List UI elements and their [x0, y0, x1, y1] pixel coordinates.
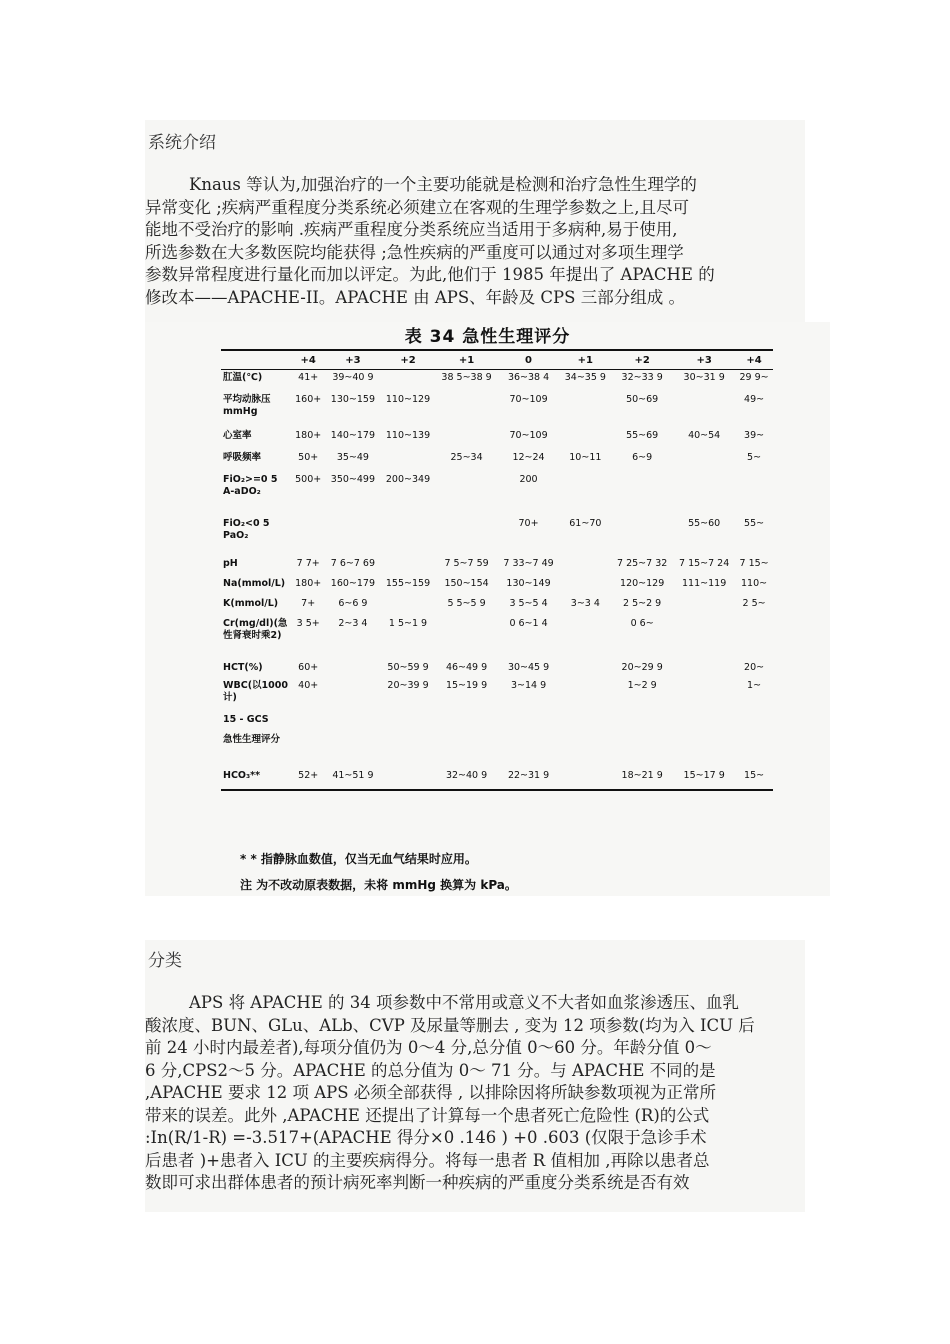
table-cell: 40~54 [688, 429, 721, 441]
table-cell: 500+ [295, 473, 322, 485]
column-header: +4 [291, 350, 325, 370]
row-parameter: Na(mmol/L) [223, 577, 286, 589]
table-cell: 20~ [744, 661, 765, 673]
table-cell [436, 428, 498, 450]
table-row [221, 768, 773, 790]
table-cell: 2 5~2 9 [623, 597, 662, 609]
table-row [221, 596, 773, 616]
table-cell [560, 768, 612, 790]
table-cell [380, 732, 435, 768]
table-cell: 40+ [298, 679, 319, 691]
table-cell [735, 732, 773, 768]
table-cell [560, 392, 612, 428]
table-cell: 25~34 [450, 451, 483, 463]
table-cell [380, 370, 435, 392]
table-cell [611, 732, 673, 768]
row-parameter: 呼吸频率 [223, 451, 262, 463]
table-cell: 110~ [741, 577, 768, 589]
table-row [221, 516, 773, 556]
table-cell [498, 712, 560, 732]
table-cell [560, 472, 612, 516]
table-cell [673, 616, 735, 660]
table-cell [560, 660, 612, 678]
table-cell [560, 678, 612, 712]
section-heading-classification: 分类 [148, 951, 182, 971]
row-parameter: WBC(以1000计) [223, 679, 288, 703]
table-cell [380, 450, 435, 472]
section-heading-intro: 系统介绍 [148, 133, 216, 153]
table-cell: 7 25~7 32 [617, 557, 668, 569]
table-cell: 32~33 9 [621, 372, 663, 383]
para-line: :In(R/1-R) =-3.517+(APACHE 得分×0 .146 ) +0 .603 (仅限于急诊手术 [145, 1128, 707, 1147]
table-cell [436, 616, 498, 660]
table-cell: 7 7+ [296, 557, 320, 569]
table-cell: 52+ [291, 768, 325, 790]
table-cell [611, 712, 673, 732]
table-cell: 32~40 9 [436, 768, 498, 790]
table-title: 表 34 急性生理评分 [404, 327, 571, 347]
table-cell: 3 5~5 4 [509, 597, 548, 609]
row-parameter: FiO₂<0 5 PaO₂ [223, 517, 270, 541]
table-cell: 39~40 9 [332, 372, 374, 383]
table-cell: 61~70 [569, 517, 602, 529]
table-cell: 38 5~38 9 [441, 372, 492, 383]
table-cell [436, 516, 498, 556]
table-cell [673, 732, 735, 768]
para-line: 前 24 小时内最差者),每项分值仍为 0～4 分,总分值 0～60 分。年龄分值 0～ [145, 1038, 712, 1057]
table-cell: 7 15~7 24 [679, 557, 730, 569]
table-cell [560, 712, 612, 732]
table-cell: 7 33~7 49 [503, 557, 554, 569]
row-parameter: HCO₃** [221, 768, 291, 790]
row-parameter: K(mmol/L) [223, 597, 279, 609]
row-parameter: 肛温(℃) [223, 372, 263, 383]
table-cell: 70+ [518, 517, 539, 529]
table-cell: 15~17 9 [673, 768, 735, 790]
column-header: +3 [673, 350, 735, 370]
table-cell: 1 5~1 9 [388, 617, 428, 629]
table-cell [560, 556, 612, 576]
table-cell: 50+ [298, 451, 319, 463]
table-cell [735, 712, 773, 732]
para-line: 后患者 )+患者入 ICU 的主要疾病得分。将每一患者 R 值相加 ,再除以患者总 [145, 1150, 710, 1170]
table-row [221, 616, 773, 660]
row-parameter: HCT(%) [223, 661, 263, 673]
para-line: 所选参数在大多数医院均能获得 ;急性疾病的严重度可以通过对多项生理学 [145, 242, 684, 262]
table-cell: 20~39 9 [387, 679, 429, 691]
table-cell: 50~59 9 [387, 661, 429, 673]
table-cell [673, 660, 735, 678]
row-parameter: 15 - GCS [223, 713, 269, 725]
table-cell: 55~69 [626, 429, 659, 441]
table-header-row [221, 350, 773, 370]
table-cell: 35~49 [336, 451, 369, 463]
table-cell: 2 5~ [742, 597, 766, 609]
table-cell [735, 616, 773, 660]
table-cell: 3~14 9 [510, 679, 547, 691]
table-cell: 110~129 [385, 393, 431, 405]
table-cell [673, 392, 735, 428]
para-line: 能地不受治疗的影响 .疾病严重程度分类系统应当适用于多病种,易于使用, [145, 220, 678, 239]
table-cell: 10~11 [569, 451, 602, 463]
table-cell [291, 732, 325, 768]
table-cell [673, 596, 735, 616]
table-cell: 15~ [735, 768, 773, 790]
table-cell: 5~ [747, 451, 762, 463]
table-cell: 18~21 9 [611, 768, 673, 790]
intro-paragraph [145, 174, 807, 309]
table-cell: 20~29 9 [621, 661, 663, 673]
table-cell: 0 6~ [630, 617, 654, 629]
table-cell: 160~179 [330, 577, 376, 589]
table-cell [611, 472, 673, 516]
table-cell: 29 9~ [739, 372, 769, 383]
table-row [221, 556, 773, 576]
table-row [221, 732, 773, 768]
aps-score-table [221, 349, 773, 791]
table-row [221, 678, 773, 712]
para-line: APS 将 APACHE 的 34 项参数中不常用或意义不大者如血浆渗透压、血乳 [189, 993, 740, 1012]
table-cell: 41~51 9 [325, 768, 380, 790]
table-cell [560, 576, 612, 596]
table-cell: 1~2 9 [627, 679, 657, 691]
row-parameter: 平均动脉压 mmHg [223, 393, 271, 417]
table-cell: 350~499 [330, 473, 376, 485]
table-cell: 1~ [747, 679, 762, 691]
table-cell: 55~ [744, 517, 765, 529]
table-cell [325, 660, 380, 678]
table-cell [436, 472, 498, 516]
column-header: +2 [611, 350, 673, 370]
table-cell: 70~109 [509, 393, 548, 405]
column-header: +1 [560, 350, 612, 370]
table-row [221, 576, 773, 596]
table-cell: 160+ [295, 393, 322, 405]
table-cell: 34~35 9 [564, 372, 606, 383]
para-line: 修改本——APACHE-II。APACHE 由 APS、年龄及 CPS 三部分组成 。 [145, 287, 685, 307]
column-header: +1 [436, 350, 498, 370]
para-line: Knaus 等认为,加强治疗的一个主要功能就是检测和治疗急性生理学的 [189, 175, 697, 194]
table-cell [325, 712, 380, 732]
table-cell: 70~109 [509, 429, 548, 441]
table-cell: 6~9 [632, 451, 653, 463]
table-row [221, 428, 773, 450]
table-cell: 7 5~7 59 [444, 557, 489, 569]
table-row [221, 392, 773, 428]
row-parameter: FiO₂>=0 5 A-aDO₂ [223, 473, 278, 497]
table-cell: 36~38 4 [507, 372, 550, 383]
table-cell: 7+ [301, 597, 316, 609]
table-cell [560, 732, 612, 768]
table-cell [291, 516, 325, 556]
para-line: 酸浓度、BUN、GLu、ALb、CVP 及尿量等删去 , 变为 12 项参数(均为入 ICU 后 [145, 1015, 755, 1035]
para-line: 数即可求出群体患者的预计病死率判断一种疾病的严重度分类系统是否有效 [145, 1173, 690, 1192]
table-cell [325, 678, 380, 712]
table-cell: 55~60 [688, 517, 721, 529]
table-cell: 49~ [744, 393, 765, 405]
table-cell [380, 768, 435, 790]
table-cell [325, 516, 380, 556]
table-cell: 155~159 [385, 577, 431, 589]
table-cell [380, 712, 435, 732]
table-cell: 7 15~ [739, 557, 769, 569]
table-cell: 60+ [298, 661, 319, 673]
table-cell [380, 596, 435, 616]
table-cell: 0 6~1 4 [509, 617, 548, 629]
table-cell: 140~179 [330, 429, 376, 441]
table-cell [436, 732, 498, 768]
table-cell [380, 516, 435, 556]
table-cell: 50~69 [626, 393, 659, 405]
table-cell: 200 [519, 473, 538, 485]
table-cell: 2~3 4 [338, 617, 368, 629]
table-cell: 5 5~5 9 [447, 597, 486, 609]
para-line: 6 分,CPS2～5 分。APACHE 的总分值为 0～ 71 分。与 APACHE 不同的是 [145, 1060, 716, 1080]
table-cell [498, 732, 560, 768]
table-cell: 46~49 9 [445, 661, 488, 673]
table-cell [673, 472, 735, 516]
para-line: 参数异常程度进行量化而加以评定。为此,他们于 1985 年提出了 APACHE 的 [145, 265, 715, 284]
column-header [221, 350, 291, 370]
table-cell [436, 712, 498, 732]
table-cell: 39~ [744, 429, 765, 441]
row-parameter: 急性生理评分 [223, 733, 281, 745]
table-cell: 111~119 [682, 577, 727, 589]
table-cell: 110~139 [385, 429, 431, 441]
table-cell [380, 556, 435, 576]
table-cell: 120~129 [620, 577, 665, 589]
table-cell [436, 392, 498, 428]
aps-table-figure [145, 322, 830, 896]
row-parameter: pH [223, 557, 238, 569]
column-header: +3 [325, 350, 380, 370]
table-cell [673, 450, 735, 472]
table-row [221, 450, 773, 472]
table-cell: 200~349 [385, 473, 431, 485]
table-cell: 180+ [295, 429, 322, 441]
row-parameter: 心室率 [223, 429, 252, 441]
column-header: 0 [498, 350, 560, 370]
table-cell: 3 5+ [296, 617, 320, 629]
table-cell [291, 712, 325, 732]
table-cell: 30~31 9 [683, 372, 725, 383]
table-cell: 30~45 9 [507, 661, 550, 673]
table-cell [560, 616, 612, 660]
para-line: 带来的误差。此外 ,APACHE 还提出了计算每一个患者死亡危险性 (R)的公式 [145, 1105, 710, 1125]
row-parameter: Cr(mg/dl)(急性肾衰时乘2) [223, 617, 288, 641]
table-row [221, 370, 773, 392]
table-cell: 150~154 [444, 577, 489, 589]
table-cell: 41+ [298, 372, 319, 383]
column-header: +2 [380, 350, 435, 370]
table-row [221, 660, 773, 678]
table-footnote: * * 指静脉血数值，仅当无血气结果时应用。 [240, 852, 477, 866]
classification-paragraph [145, 992, 807, 1195]
table-cell [325, 732, 380, 768]
column-header: +4 [735, 350, 773, 370]
table-cell: 6~6 9 [338, 597, 368, 609]
table-row [221, 472, 773, 516]
para-line: ,APACHE 要求 12 项 APS 必须全部获得 , 以排除因将所缺参数项视为正常所 [145, 1083, 716, 1102]
table-cell: 22~31 9 [498, 768, 560, 790]
table-cell [673, 678, 735, 712]
table-cell: 15~19 9 [445, 679, 488, 691]
para-line: 异常变化 ;疾病严重程度分类系统必须建立在客观的生理学参数之上,且尽可 [145, 197, 690, 217]
table-cell: 3~3 4 [570, 597, 600, 609]
table-cell [735, 472, 773, 516]
table-cell: 130~159 [330, 393, 376, 405]
table-cell: 180+ [295, 577, 322, 589]
table-cell: 12~24 [512, 451, 545, 463]
table-note: 注 为不改动原表数据，未将 mmHg 换算为 kPa。 [240, 878, 517, 892]
table-cell: 7 6~7 69 [330, 557, 376, 569]
table-cell [560, 428, 612, 450]
table-row [221, 712, 773, 732]
table-cell: 130~149 [506, 577, 551, 589]
table-cell [673, 712, 735, 732]
table-cell [611, 516, 673, 556]
